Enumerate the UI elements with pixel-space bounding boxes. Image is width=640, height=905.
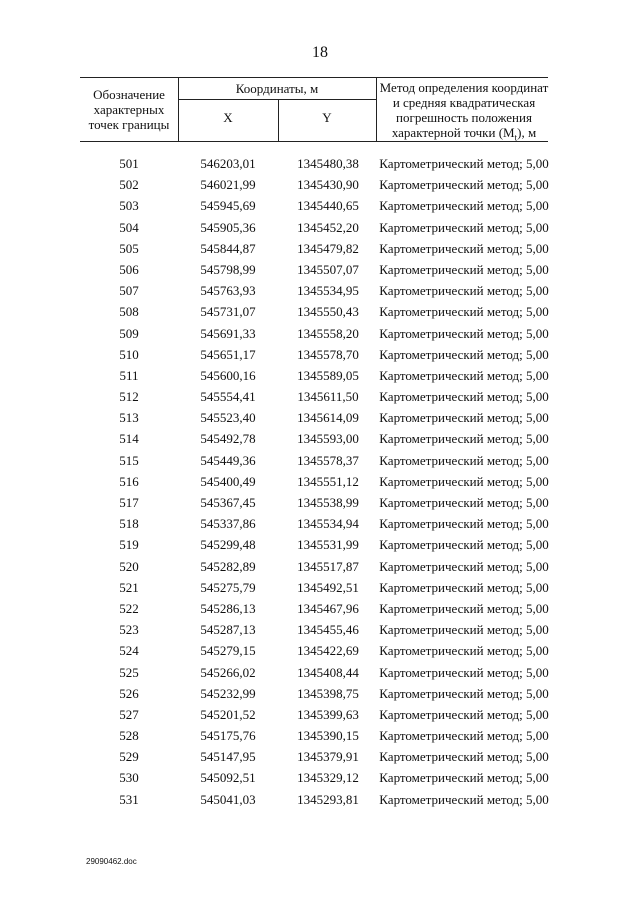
- y-coord-cell: 1345534,94: [297, 516, 359, 532]
- table-row: [80, 153, 560, 174]
- method-cell: Картометрический метод; 5,00: [379, 325, 549, 341]
- point-id-cell: 501: [119, 156, 139, 171]
- x-coord-cell: 545554,41: [200, 389, 256, 405]
- coords-subheader-rule: [178, 99, 376, 100]
- y-coord-cell: 1345379,91: [297, 749, 359, 765]
- y-coord-cell: 1345611,50: [297, 389, 359, 405]
- point-id-cell: 517: [119, 495, 139, 510]
- table-row: [80, 344, 560, 365]
- table-row: [80, 280, 560, 301]
- table-header: [80, 77, 548, 141]
- table-row: [80, 598, 560, 619]
- table-row: [80, 619, 560, 640]
- method-cell: Картометрический метод; 5,00: [379, 346, 549, 362]
- point-id-cell: 514: [119, 431, 139, 447]
- method-cell: Картометрический метод; 5,00: [379, 770, 549, 786]
- footer-filename: 29090462.doc: [86, 857, 137, 866]
- y-coord-cell: 1345422,69: [297, 643, 359, 659]
- method-cell: Картометрический метод; 5,00: [379, 219, 549, 235]
- point-id-cell: 503: [119, 198, 139, 214]
- method-cell: Картометрический метод; 5,00: [379, 537, 549, 553]
- point-id-cell: 509: [119, 325, 139, 341]
- point-id-cell: 521: [119, 579, 139, 595]
- x-coord-cell: 545731,07: [200, 304, 256, 320]
- method-cell: Картометрический метод; 5,00: [379, 516, 549, 532]
- point-id-cell: 504: [119, 219, 139, 235]
- table-row: [80, 174, 560, 195]
- x-coord-cell: 545844,87: [200, 240, 256, 256]
- point-id-cell: 526: [119, 685, 139, 701]
- x-coord-cell: 545337,86: [200, 516, 256, 532]
- x-coord-cell: 545275,79: [200, 579, 256, 595]
- x-coord-cell: 545400,49: [200, 473, 256, 489]
- method-cell: Картометрический метод; 5,00: [379, 156, 549, 171]
- x-coord-cell: 545041,03: [200, 791, 256, 807]
- table-row: [80, 513, 560, 534]
- header-coords-label: Координаты, м: [235, 81, 319, 96]
- point-id-cell: 530: [119, 770, 139, 786]
- page-number: 18: [312, 44, 328, 61]
- table-row: [80, 556, 560, 577]
- y-coord-cell: 1345399,63: [297, 706, 359, 722]
- method-cell: Картометрический метод; 5,00: [379, 558, 549, 574]
- x-coord-cell: 545905,36: [200, 219, 256, 235]
- table-row: [80, 767, 560, 788]
- method-cell: Картометрический метод; 5,00: [379, 304, 549, 320]
- y-coord-cell: 1345390,15: [297, 728, 359, 744]
- y-coord-cell: 1345430,90: [297, 177, 359, 193]
- y-coord-cell: 1345517,87: [297, 558, 359, 574]
- point-id-cell: 502: [119, 177, 139, 193]
- table-row: [80, 789, 560, 810]
- x-coord-cell: 545287,13: [200, 622, 256, 638]
- method-cell: Картометрический метод; 5,00: [379, 791, 549, 807]
- point-id-cell: 511: [119, 367, 139, 383]
- x-coord-cell: 545492,78: [200, 431, 256, 447]
- table-row: [80, 428, 560, 449]
- method-cell: Картометрический метод; 5,00: [379, 410, 549, 426]
- table-row: [80, 662, 560, 683]
- y-coord-cell: 1345479,82: [297, 240, 359, 256]
- method-cell: Картометрический метод; 5,00: [379, 728, 549, 744]
- y-coord-cell: 1345550,43: [297, 304, 359, 320]
- x-coord-cell: 545175,76: [200, 728, 256, 744]
- x-coord-cell: 545651,17: [200, 346, 256, 362]
- x-coord-cell: 545147,95: [200, 749, 256, 765]
- method-cell: Картометрический метод; 5,00: [379, 198, 549, 214]
- y-coord-cell: 1345329,12: [297, 770, 359, 786]
- method-cell: Картометрический метод; 5,00: [379, 495, 549, 510]
- point-id-cell: 529: [119, 749, 139, 765]
- method-cell: Картометрический метод; 5,00: [379, 600, 549, 616]
- y-coord-cell: 1345480,38: [297, 156, 359, 171]
- method-cell: Картометрический метод; 5,00: [379, 664, 549, 680]
- y-coord-cell: 1345455,46: [297, 622, 359, 638]
- table-row: [80, 323, 560, 344]
- method-cell: Картометрический метод; 5,00: [379, 622, 549, 638]
- method-cell: Картометрический метод; 5,00: [379, 431, 549, 447]
- y-coord-cell: 1345551,12: [297, 473, 359, 489]
- header-x-label: X: [223, 110, 233, 125]
- table-row: [80, 407, 560, 428]
- point-id-cell: 512: [119, 389, 139, 405]
- point-id-cell: 507: [119, 283, 139, 299]
- method-cell: Картометрический метод; 5,00: [379, 643, 549, 659]
- x-coord-cell: 545092,51: [200, 770, 256, 786]
- table-row: [80, 492, 560, 513]
- y-coord-cell: 1345492,51: [297, 579, 359, 595]
- method-cell: Картометрический метод; 5,00: [379, 283, 549, 299]
- x-coord-cell: 545286,13: [200, 600, 256, 616]
- header-method-label: Метод определения координат и средняя квадратическая погрешность положения характерной точки $(M_t)$, м: [379, 80, 549, 143]
- method-cell: Картометрический метод; 5,00: [379, 749, 549, 765]
- table-row: [80, 534, 560, 555]
- point-id-cell: 505: [119, 240, 139, 256]
- point-id-cell: 518: [119, 516, 139, 532]
- x-coord-cell: 545232,99: [200, 685, 256, 701]
- y-coord-cell: 1345408,44: [297, 664, 359, 680]
- x-coord-cell: 545367,45: [200, 495, 256, 510]
- method-cell: Картометрический метод; 5,00: [379, 389, 549, 405]
- table-row: [80, 640, 560, 661]
- y-coord-cell: 1345614,09: [297, 410, 359, 426]
- point-id-cell: 506: [119, 261, 139, 277]
- table-row: [80, 386, 560, 407]
- y-coord-cell: 1345593,00: [297, 431, 359, 447]
- method-cell: Картометрический метод; 5,00: [379, 261, 549, 277]
- header-top-rule: [80, 77, 548, 78]
- x-coord-cell: 545279,15: [200, 643, 256, 659]
- point-id-cell: 531: [119, 791, 139, 807]
- table-row: [80, 238, 560, 259]
- x-coord-cell: 545798,99: [200, 261, 256, 277]
- y-coord-cell: 1345440,65: [297, 198, 359, 214]
- point-id-cell: 527: [119, 706, 139, 722]
- header-point-label: Обозначение характерных точек границы: [88, 87, 170, 132]
- method-cell: Картометрический метод; 5,00: [379, 685, 549, 701]
- y-coord-cell: 1345558,20: [297, 325, 359, 341]
- method-cell: Картометрический метод; 5,00: [379, 452, 549, 468]
- point-id-cell: 524: [119, 643, 139, 659]
- x-coord-cell: 545201,52: [200, 706, 256, 722]
- coordinates-table-body: [80, 153, 560, 810]
- method-cell: Картометрический метод; 5,00: [379, 706, 549, 722]
- x-coord-cell: 545282,89: [200, 558, 256, 574]
- table-row: [80, 217, 560, 238]
- y-coord-cell: 1345531,99: [297, 537, 359, 553]
- point-id-cell: 515: [119, 452, 139, 468]
- y-coord-cell: 1345538,99: [297, 495, 359, 510]
- table-row: [80, 450, 560, 471]
- point-id-cell: 523: [119, 622, 139, 638]
- x-coord-cell: 545523,40: [200, 410, 256, 426]
- point-id-cell: 522: [119, 600, 139, 616]
- point-id-cell: 508: [119, 304, 139, 320]
- x-coord-cell: 545299,48: [200, 537, 256, 553]
- x-coord-cell: 546203,01: [200, 156, 256, 171]
- y-coord-cell: 1345398,75: [297, 685, 359, 701]
- table-row: [80, 746, 560, 767]
- table-row: [80, 725, 560, 746]
- point-id-cell: 525: [119, 664, 139, 680]
- y-coord-cell: 1345293,81: [297, 791, 359, 807]
- x-coord-cell: 545266,02: [200, 664, 256, 680]
- table-row: [80, 577, 560, 598]
- y-coord-cell: 1345452,20: [297, 219, 359, 235]
- point-id-cell: 528: [119, 728, 139, 744]
- point-id-cell: 519: [119, 537, 139, 553]
- y-coord-cell: 1345589,05: [297, 367, 359, 383]
- point-id-cell: 516: [119, 473, 139, 489]
- y-coord-cell: 1345534,95: [297, 283, 359, 299]
- x-coord-cell: 546021,99: [200, 177, 256, 193]
- method-cell: Картометрический метод; 5,00: [379, 473, 549, 489]
- method-cell: Картометрический метод; 5,00: [379, 367, 549, 383]
- method-cell: Картометрический метод; 5,00: [379, 177, 549, 193]
- method-cell: Картометрический метод; 5,00: [379, 240, 549, 256]
- point-id-cell: 510: [119, 346, 139, 362]
- x-coord-cell: 545600,16: [200, 367, 256, 383]
- x-coord-cell: 545691,33: [200, 325, 256, 341]
- table-row: [80, 365, 560, 386]
- table-row: [80, 301, 560, 322]
- y-coord-cell: 1345578,70: [297, 346, 359, 362]
- y-coord-cell: 1345507,07: [297, 261, 359, 277]
- x-coord-cell: 545449,36: [200, 452, 256, 468]
- x-coord-cell: 545945,69: [200, 198, 256, 214]
- table-row: [80, 704, 560, 725]
- method-cell: Картометрический метод; 5,00: [379, 579, 549, 595]
- point-id-cell: 520: [119, 558, 139, 574]
- table-row: [80, 259, 560, 280]
- y-coord-cell: 1345467,96: [297, 600, 359, 616]
- x-coord-cell: 545763,93: [200, 283, 256, 299]
- point-id-cell: 513: [119, 410, 139, 426]
- table-row: [80, 195, 560, 216]
- y-coord-cell: 1345578,37: [297, 452, 359, 468]
- table-row: [80, 683, 560, 704]
- header-y-label: Y: [322, 110, 332, 125]
- table-row: [80, 471, 560, 492]
